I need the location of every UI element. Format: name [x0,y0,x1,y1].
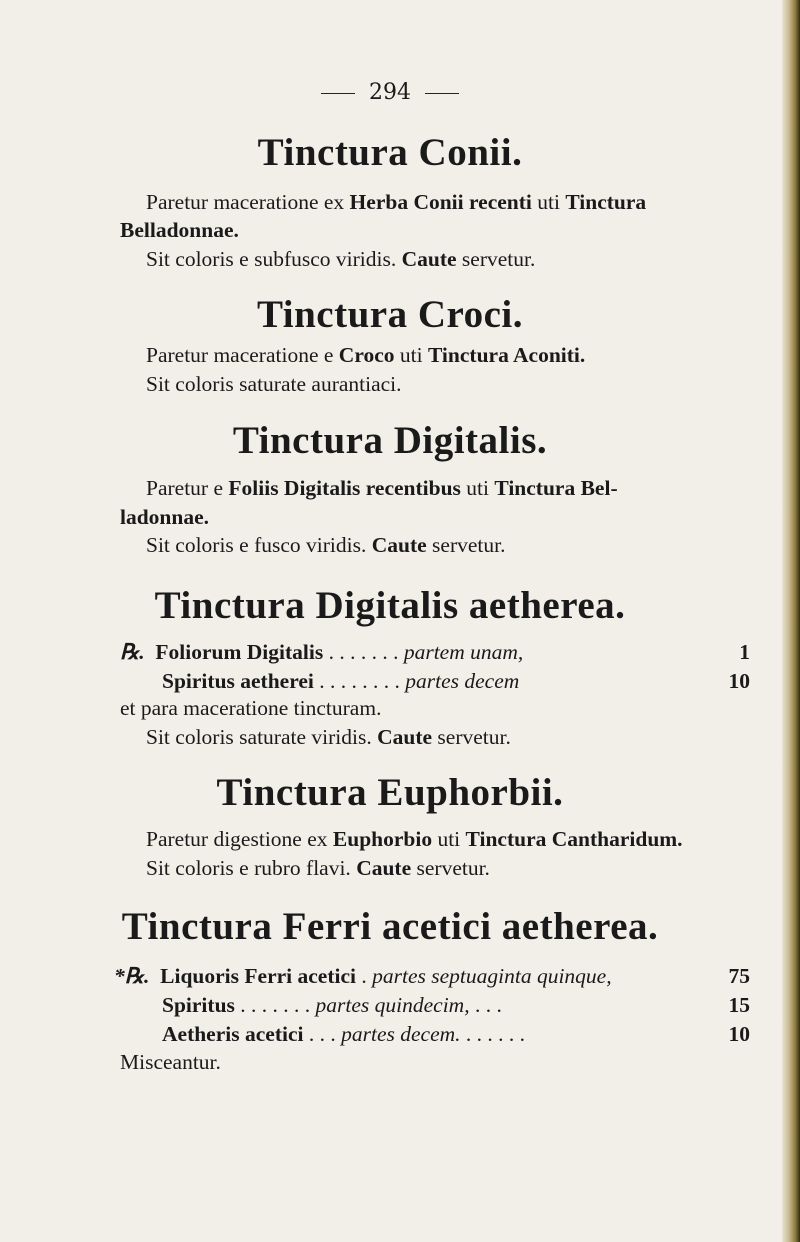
conii-text-line-1: Paretur maceratione ex Herba Conii recenti uti Tinctura [146,190,647,214]
recipe-row: ℞. Foliorum Digitalis . . . . . . . partem unam, 1 [120,640,750,664]
section-title-croci: Tinctura Croci. [256,293,524,336]
section-title-digitalis: Tinctura Digitalis. [232,419,548,462]
recipe-row: Aetheris acetici . . . partes decem. . . . . . . 10 [162,1022,750,1046]
recipe-row: *℞. Liquoris Ferri acetici . partes septuaginta quinque, 75 [114,964,750,988]
euphorbii-text-line-1: Paretur digestione ex Euphorbio uti Tinctura Cantharidum. [146,827,683,851]
recipe-ferri-acetici [114,964,750,1051]
page-edge-shadow [782,0,800,1242]
section-title-conii: Tinctura Conii. [257,131,523,174]
ferri-acetici-text-line-1: Misceantur. [120,1050,221,1074]
digitalis-text-line-2: ladonnae. [120,505,210,529]
recipe-row: Spiritus . . . . . . . partes quindecim, . . . 15 [162,993,750,1017]
section-title-euphorbii: Tinctura Euphorbii. [216,771,564,814]
euphorbii-text-line-2: Sit coloris e rubro flavi. Caute servetur. [146,856,490,880]
recipe-row: Spiritus aetherei . . . . . . . . partes decem 10 [162,669,750,693]
digitalis-aetherea-text-line-2: Sit coloris saturate viridis. Caute servetur. [146,725,511,749]
section-title-ferri-acetici: Tinctura Ferri acetici aetherea. [121,905,659,948]
croci-text-line-2: Sit coloris saturate aurantiaci. [146,372,402,396]
conii-text-line-3: Sit coloris e subfusco viridis. Caute servetur. [146,247,536,271]
section-title-digitalis-aetherea: Tinctura Digitalis aetherea. [154,584,626,627]
conii-text-line-2: Belladonnae. [120,218,239,242]
recipe-digitalis-aetherea [120,640,750,698]
page-number: 294 [0,80,780,105]
digitalis-text-line-1: Paretur e Foliis Digitalis recentibus uti Tinctura Bel- [146,476,618,500]
digitalis-text-line-3: Sit coloris e fusco viridis. Caute servetur. [146,533,506,557]
digitalis-aetherea-text-line-1: et para maceratione tincturam. [120,696,382,720]
croci-text-line-1: Paretur maceratione e Croco uti Tinctura Aconiti. [146,343,586,367]
